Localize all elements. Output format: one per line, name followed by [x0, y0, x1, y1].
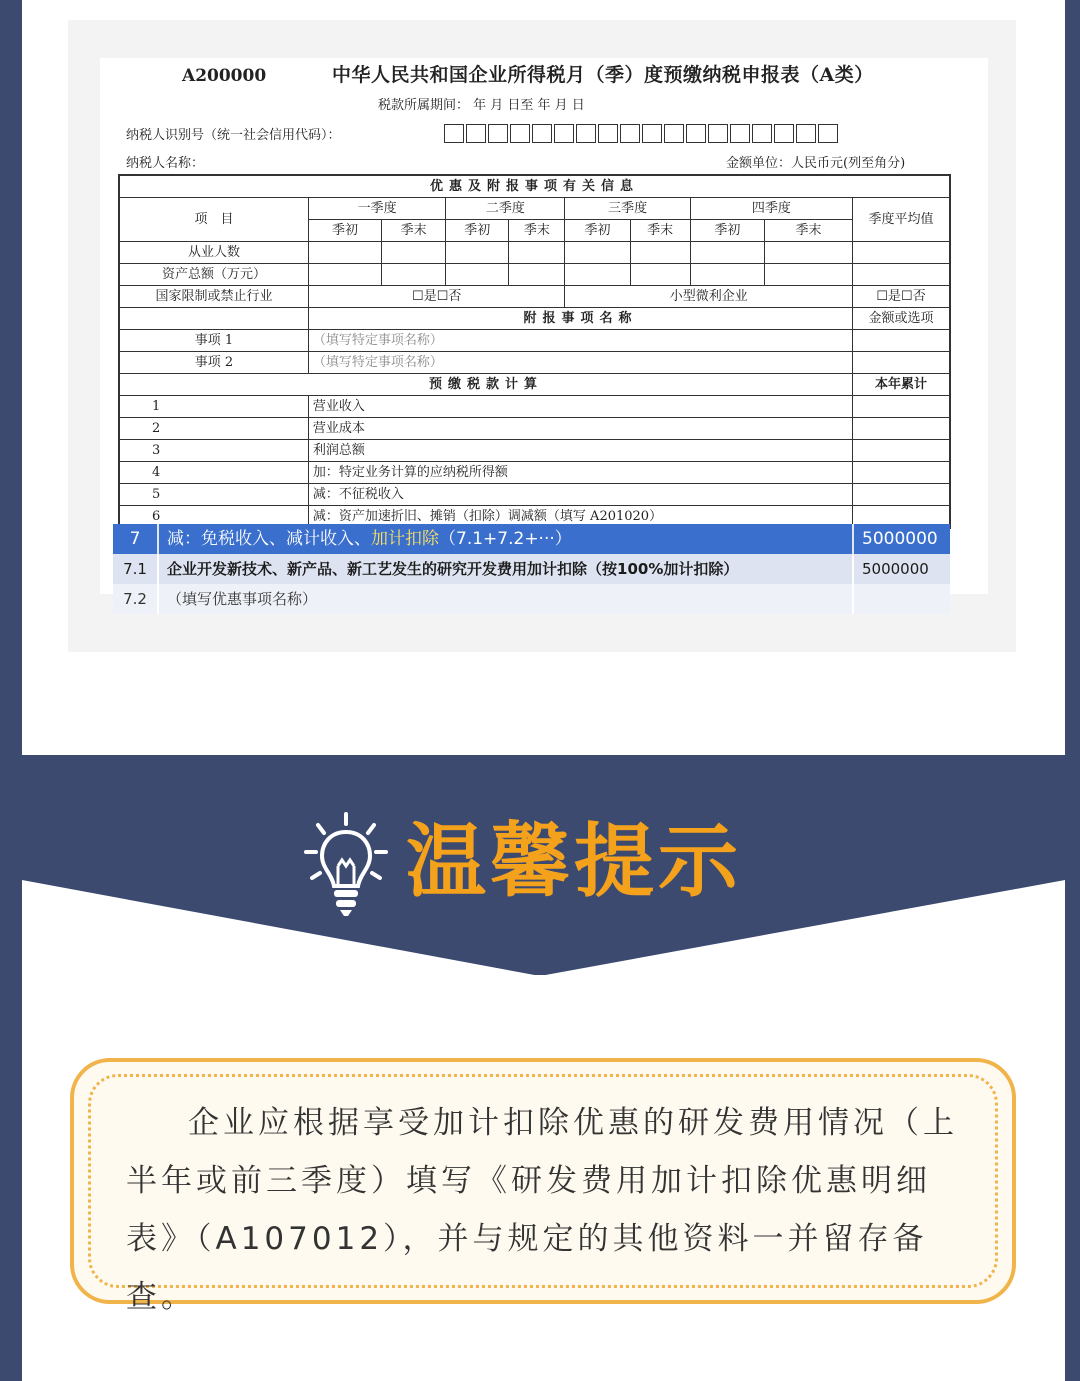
tax-form: [100, 58, 988, 594]
row-7-label: 减：免税收入、减计收入、加计扣除（7.1+7.2+···）: [159, 524, 854, 554]
taxpayer-name-label: 纳税人名称：: [126, 156, 205, 171]
item-1: 事项 1: [119, 330, 308, 352]
line-no: 6: [119, 506, 308, 529]
q2-end: 季末: [509, 220, 565, 242]
row-restricted-industry: 国家限制或禁止行业: [119, 286, 308, 308]
tip-note-text: 企业应根据享受加计扣除优惠的研发费用情况（上半年或前三季度）填写《研发费用加计扣除优惠明细表》（A107012），并与规定的其他资料一并留存备查。: [126, 1105, 958, 1315]
amount-unit: 金额单位：人民币元(列至角分): [726, 156, 906, 171]
taxpayer-id-label: 纳税人识别号（统一社会信用代码）：: [126, 128, 341, 143]
quarter-2: 二季度: [446, 198, 565, 220]
section-calc-header: 预缴税款计算: [119, 374, 853, 396]
q4-end: 季末: [764, 220, 852, 242]
amount-or-option: 金额或选项: [853, 308, 950, 330]
quarter-4: 四季度: [690, 198, 852, 220]
line-label: 加：特定业务计算的应纳税所得额: [308, 462, 852, 484]
tip-note-box: [70, 1058, 1016, 1315]
table-row: [119, 462, 950, 484]
restricted-yes-no: ☐是☐否: [308, 286, 565, 308]
line-label: 营业成本: [308, 418, 852, 440]
line-no: 1: [119, 396, 308, 418]
item-2: 事项 2: [119, 352, 308, 374]
q2-start: 季初: [446, 220, 509, 242]
row-7-1: [113, 554, 950, 584]
row-7-1-no: 7.1: [113, 554, 159, 584]
quarter-3: 三季度: [565, 198, 690, 220]
item-header: 项 目: [119, 198, 308, 242]
q4-start: 季初: [690, 220, 764, 242]
form-code: A200000: [182, 66, 267, 86]
section-attach-header: 附报事项名称: [308, 308, 852, 330]
row-7-2: [113, 584, 950, 614]
row-7-1-value: 5000000: [862, 560, 929, 578]
small-micro-enterprise: 小型微利企业: [565, 286, 853, 308]
quarter-1: 一季度: [308, 198, 445, 220]
form-title: 中华人民共和国企业所得税月（季）度预缴纳税申报表（A类）: [332, 64, 874, 86]
lightbulb-icon: [300, 808, 392, 918]
row-employees: 从业人数: [119, 242, 308, 264]
row-7-value: 5000000: [862, 529, 938, 549]
line-label: 减：资产加速折旧、摊销（扣除）调减额（填写 A201020）: [308, 506, 852, 529]
q3-start: 季初: [565, 220, 630, 242]
section-info-header: 优惠及附报事项有关信息: [119, 175, 950, 198]
q3-end: 季末: [630, 220, 690, 242]
tax-period: 税款所属期间： 年 月 日至 年 月 日: [378, 98, 585, 113]
row-7-no: 7: [113, 524, 159, 554]
line-no: 3: [119, 440, 308, 462]
line-no: 2: [119, 418, 308, 440]
row-7-highlight: [113, 524, 950, 554]
item-1-placeholder: （填写特定事项名称）: [308, 330, 852, 352]
row-7-2-label: （填写优惠事项名称）: [159, 584, 854, 614]
line-label: 减：不征税收入: [308, 484, 852, 506]
row-assets: 资产总额（万元）: [119, 264, 308, 286]
line-no: 5: [119, 484, 308, 506]
table-row: [119, 440, 950, 462]
small-micro-yes-no: ☐是☐否: [853, 286, 950, 308]
row-7-1-label: 企业开发新技术、新产品、新工艺发生的研究开发费用加计扣除（按100%加计扣除）: [159, 554, 854, 584]
table-row: [119, 396, 950, 418]
line-label: 利润总额: [308, 440, 852, 462]
table-row: [119, 418, 950, 440]
item-2-placeholder: （填写特定事项名称）: [308, 352, 852, 374]
taxpayer-id-boxes: [444, 124, 838, 143]
table-row: [119, 484, 950, 506]
quarter-average: 季度平均值: [853, 198, 950, 242]
q1-end: 季末: [382, 220, 446, 242]
row-7-highlight-text: 加计扣除: [371, 529, 439, 549]
q1-start: 季初: [308, 220, 381, 242]
ytd-header: 本年累计: [853, 374, 950, 396]
tip-title: 温馨提示: [406, 815, 742, 908]
row-7-2-no: 7.2: [113, 584, 159, 614]
form-table: [118, 174, 951, 529]
line-no: 4: [119, 462, 308, 484]
line-label: 营业收入: [308, 396, 852, 418]
